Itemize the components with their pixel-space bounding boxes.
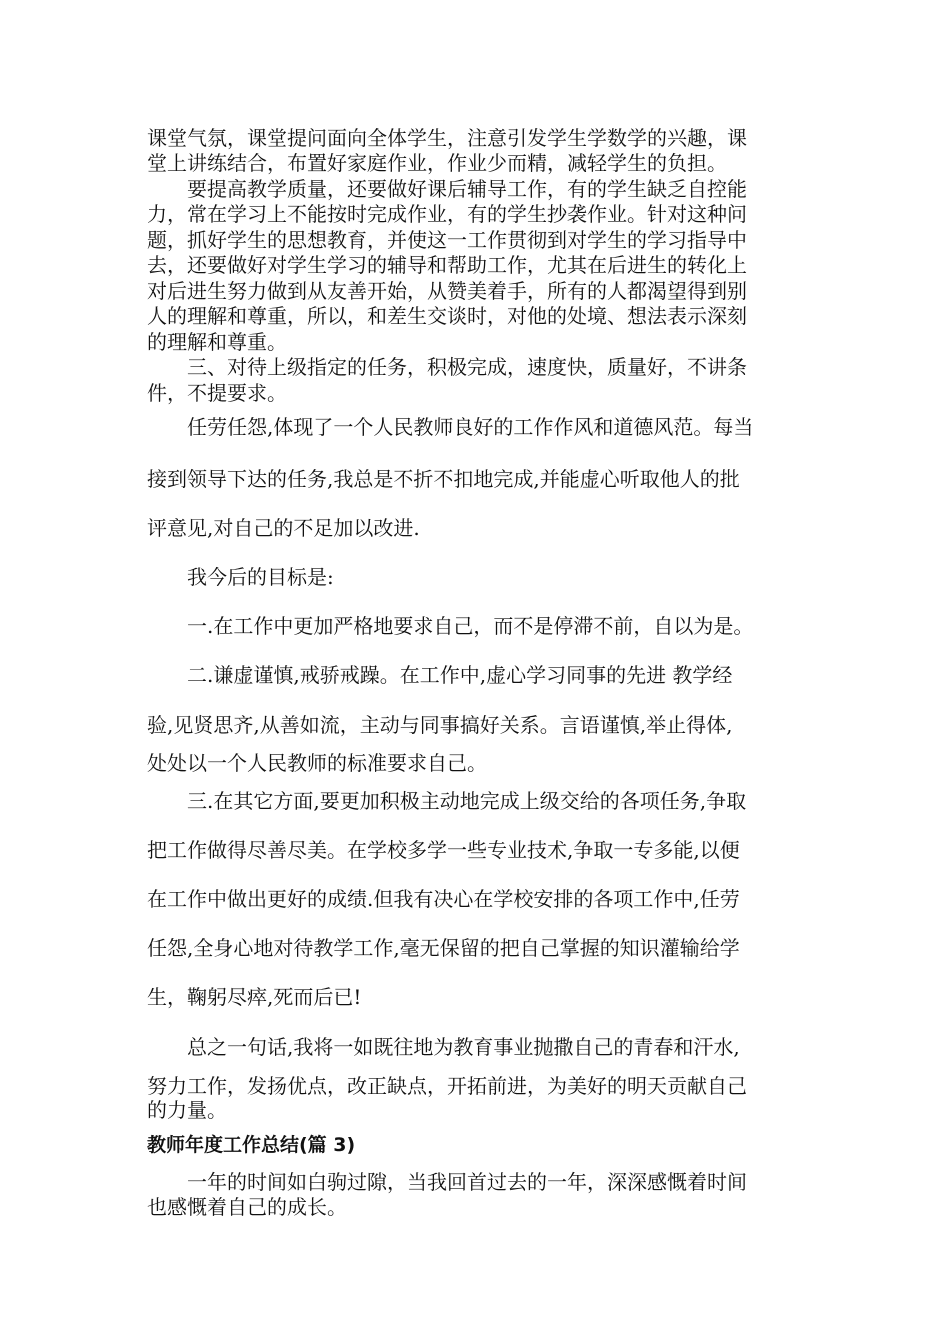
text-line: 努力工作，发扬优点，改正缺点，开拓前进，为美好的明天贡献自己 (147, 1074, 747, 1098)
text-line: 力，常在学习上不能按时完成作业，有的学生抄袭作业。针对这种问 (147, 202, 747, 226)
text-line: 的力量。 (147, 1098, 227, 1122)
text-line: 评意见,对自己的不足加以改进. (147, 516, 420, 540)
text-line: 二.谦虚谨慎,戒骄戒躁。在工作中,虚心学习同事的先进 教学经 (187, 663, 733, 687)
text-line: 三、对待上级指定的任务，积极完成，速度快，质量好，不讲条 (187, 355, 747, 379)
text-line: 三.在其它方面,要更加积极主动地完成上级交给的各项任务,争取 (187, 789, 747, 813)
text-line: 接到领导下达的任务,我总是不折不扣地完成,并能虚心听取他人的批 (147, 467, 740, 491)
text-line: 验,见贤思齐,从善如流，主动与同事搞好关系。言语谨慎,举止得体, (147, 713, 733, 737)
text-line: 总之一句话,我将一如既往地为教育事业抛撒自己的青春和汗水, (187, 1035, 740, 1059)
text-line: 要提高教学质量，还要做好课后辅导工作，有的学生缺乏自控能 (187, 177, 747, 201)
text-line: 把工作做得尽善尽美。在学校多学一些专业技术,争取一专多能,以便 (147, 838, 740, 862)
section-heading: 教师年度工作总结(篇 3) (147, 1134, 356, 1156)
text-line: 课堂气氛，课堂提问面向全体学生，注意引发学生学数学的兴趣，课 (147, 126, 747, 150)
text-line: 题，抓好学生的思想教育，并使这一工作贯彻到对学生的学习指导中 (147, 228, 747, 252)
text-line: 去，还要做好对学生学习的辅导和帮助工作，尤其在后进生的转化上 (147, 253, 747, 277)
text-line: 我今后的目标是: (187, 565, 334, 589)
text-line: 在工作中做出更好的成绩.但我有决心在学校安排的各项工作中,任劳 (147, 887, 740, 911)
text-line: 也感慨着自己的成长。 (147, 1195, 347, 1219)
text-line: 任劳任怨,体现了一个人民教师良好的工作作风和道德风范。每当 (187, 415, 754, 439)
text-line: 人的理解和尊重，所以，和差生交谈时，对他的处境、想法表示深刻 (147, 304, 747, 328)
text-line: 一年的时间如白驹过隙，当我回首过去的一年，深深感慨着时间 (187, 1170, 747, 1194)
text-line: 件，不提要求。 (147, 381, 287, 405)
text-line: 生，鞠躬尽瘁,死而后已! (147, 985, 362, 1009)
text-line: 处处以一个人民教师的标准要求自己。 (147, 751, 487, 775)
text-line: 堂上讲练结合，布置好家庭作业，作业少而精，减轻学生的负担。 (147, 151, 727, 175)
text-line: 的理解和尊重。 (147, 330, 287, 354)
text-line: 任怨,全身心地对待教学工作,毫无保留的把自己掌握的知识灌输给学 (147, 936, 740, 960)
text-line: 一.在工作中更加严格地要求自己，而不是停滞不前，自以为是。 (187, 614, 754, 638)
text-line: 对后进生努力做到从友善开始，从赞美着手，所有的人都渴望得到别 (147, 279, 747, 303)
